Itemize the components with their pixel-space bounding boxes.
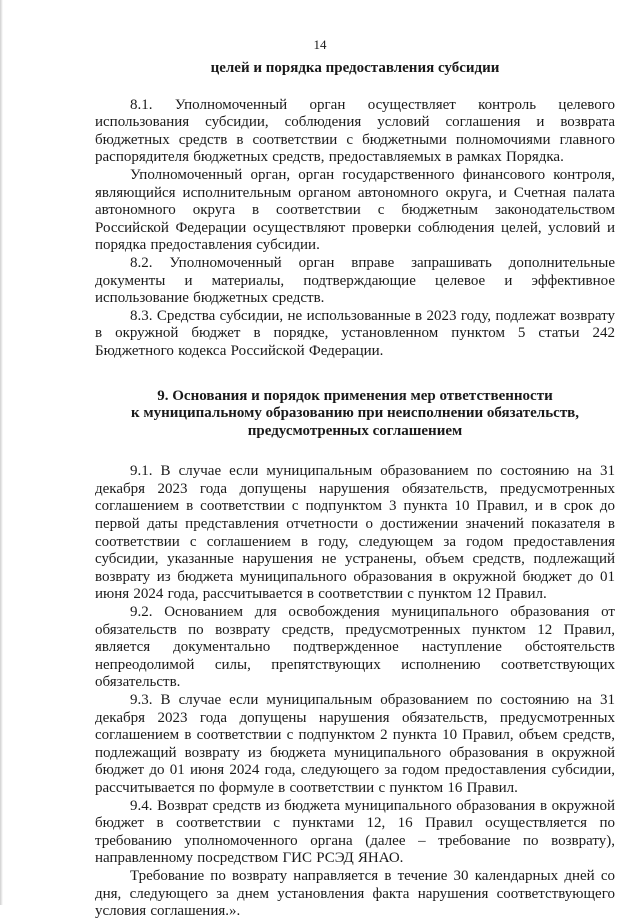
section-9-heading-line: к муниципальному образованию при неисполнении обязательств, bbox=[130, 405, 580, 422]
section-9-heading-line: 9. Основания и порядок применения мер ответственности bbox=[157, 387, 553, 404]
paragraph-9-4-demand: Требование по возврату направляется в течение 30 календарных дней со дня, следующего за днем установления факта нарушения соответствующего условия соглашения.». bbox=[95, 867, 615, 920]
paragraph-9-3: 9.3. В случае если муниципальным образованием по состоянию на 31 декабря 2023 года допущены нарушения обязательств, предусмотренных соглашением в соответствии с подпунктом 2 пункта 10 Правил, объем средств, подлежащий возврату из бюджета муниципального образования в окружной бюджет до 01 июня 2024 года, следующего за годом предоставления субсидии, рассчитывается по формуле в соответствии с пунктом 16 Правил. bbox=[95, 692, 615, 796]
paragraph-9-4: 9.4. Возврат средств из бюджета муниципального образования в окружной бюджет в соответствии с пунктами 12, 16 Правил осуществляется по требованию уполномоченного органа (далее – требование по возврату), направленному посредством ГИС РСЭД ЯНАО. bbox=[95, 797, 615, 867]
document-body bbox=[95, 60, 615, 921]
paragraph-8-1-controls: Уполномоченный орган, орган государственного финансового контроля, являющийся исполнительным органом автономного округа, и Счетная палата автономного округа в соответствии с бюджетным законодательством Российской Федерации осуществляют проверки соблюдения целей, условий и порядка предоставления субсидии. bbox=[95, 166, 615, 254]
paragraph-9-2: 9.2. Основанием для освобождения муниципального образования от обязательств по возврату средств, предусмотренных пунктом 12 Правил, является документально подтвержденное наступление обстоятельств непреодолимой силы, препятствующих исполнению соответствующих обязательств. bbox=[95, 604, 615, 691]
section-9-heading-line: предусмотренных соглашением bbox=[247, 422, 463, 439]
section-9-heading bbox=[95, 361, 615, 464]
paragraph-8-3: 8.3. Средства субсидии, не использованные в 2023 году, подлежат возврату в окружной бюджет в порядке, установленном пунктом 5 статьи 242 Бюджетного кодекса Российской Федерации. bbox=[95, 307, 615, 359]
section-heading-continuation: целей и порядка предоставления субсидии bbox=[210, 60, 500, 76]
page-number: 14 bbox=[313, 37, 327, 52]
scan-edge-shadow bbox=[0, 0, 3, 905]
paragraph-9-1: 9.1. В случае если муниципальным образованием по состоянию на 31 декабря 2023 года допущены нарушения обязательств, предусмотренных соглашением в соответствии с подпунктом 3 пункта 10 Правил, и в срок до первой даты представления отчетности о достижении значений показателя в соответствии с соглашением в году, следующем за годом предоставления субсидии, указанные нарушения не устранены, объем средств, подлежащий возврату из бюджета муниципального образования в окружной бюджет до 01 июня 2024 года, рассчитывается в соответствии с пунктом 12 Правил. bbox=[95, 463, 615, 603]
paragraph-8-1: 8.1. Уполномоченный орган осуществляет контроль целевого использования субсидии, соблюдения условий соглашения и возврата бюджетных средств в соответствии с бюджетными полномочиями главного распорядителя бюджетных средств, предоставляемых в рамках Порядка. bbox=[95, 96, 615, 166]
paragraph-8-2: 8.2. Уполномоченный орган вправе запрашивать дополнительные документы и материалы, подтверждающие целевое и эффективное использование бюджетных средств. bbox=[95, 254, 615, 307]
